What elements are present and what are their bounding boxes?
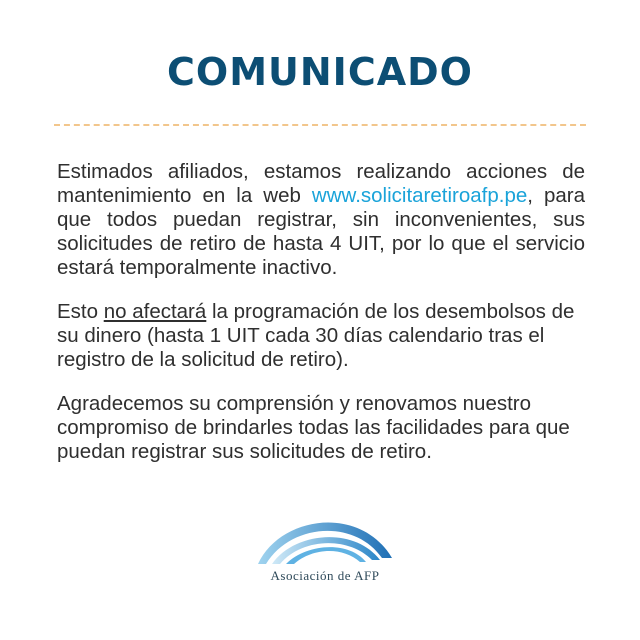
page-title: COMUNICADO <box>167 50 473 94</box>
paragraph-disbursement-text-2: la programación de los desembolsos de su dinero (hasta 1 UIT cada 30 días calendario tras el registro de la solicitud de retiro). <box>57 300 575 371</box>
underlined-phrase: no afectará <box>103 300 207 323</box>
website-link[interactable]: www.solicitaretiroafp.pe <box>311 184 528 207</box>
paragraph-thanks: Agradecemos su comprensión y renovamos nuestro compromiso de brindarles todas las facilidades para que puedan registrar sus solicitudes de retiro. <box>57 392 570 463</box>
paragraph-disbursement-text-1: Esto <box>57 300 104 323</box>
association-logo <box>240 510 410 600</box>
paragraph-maintenance-text-1: Estimados afiliados, estamos realizando acciones de mantenimiento en la web <box>57 160 585 207</box>
paragraph-maintenance <box>57 160 585 280</box>
arc-logo-icon <box>250 510 400 566</box>
dashed-divider <box>54 124 586 126</box>
announcement-body <box>57 160 585 484</box>
logo-text: Asociación de AFP <box>270 568 380 583</box>
paragraph-disbursement <box>57 300 585 372</box>
paragraph-maintenance-text-2: , para que todos puedan registrar, sin inconvenientes, sus solicitudes de retiro de hasta 4 UIT, por lo que el servicio estará temporalmente inactivo. <box>57 184 586 279</box>
